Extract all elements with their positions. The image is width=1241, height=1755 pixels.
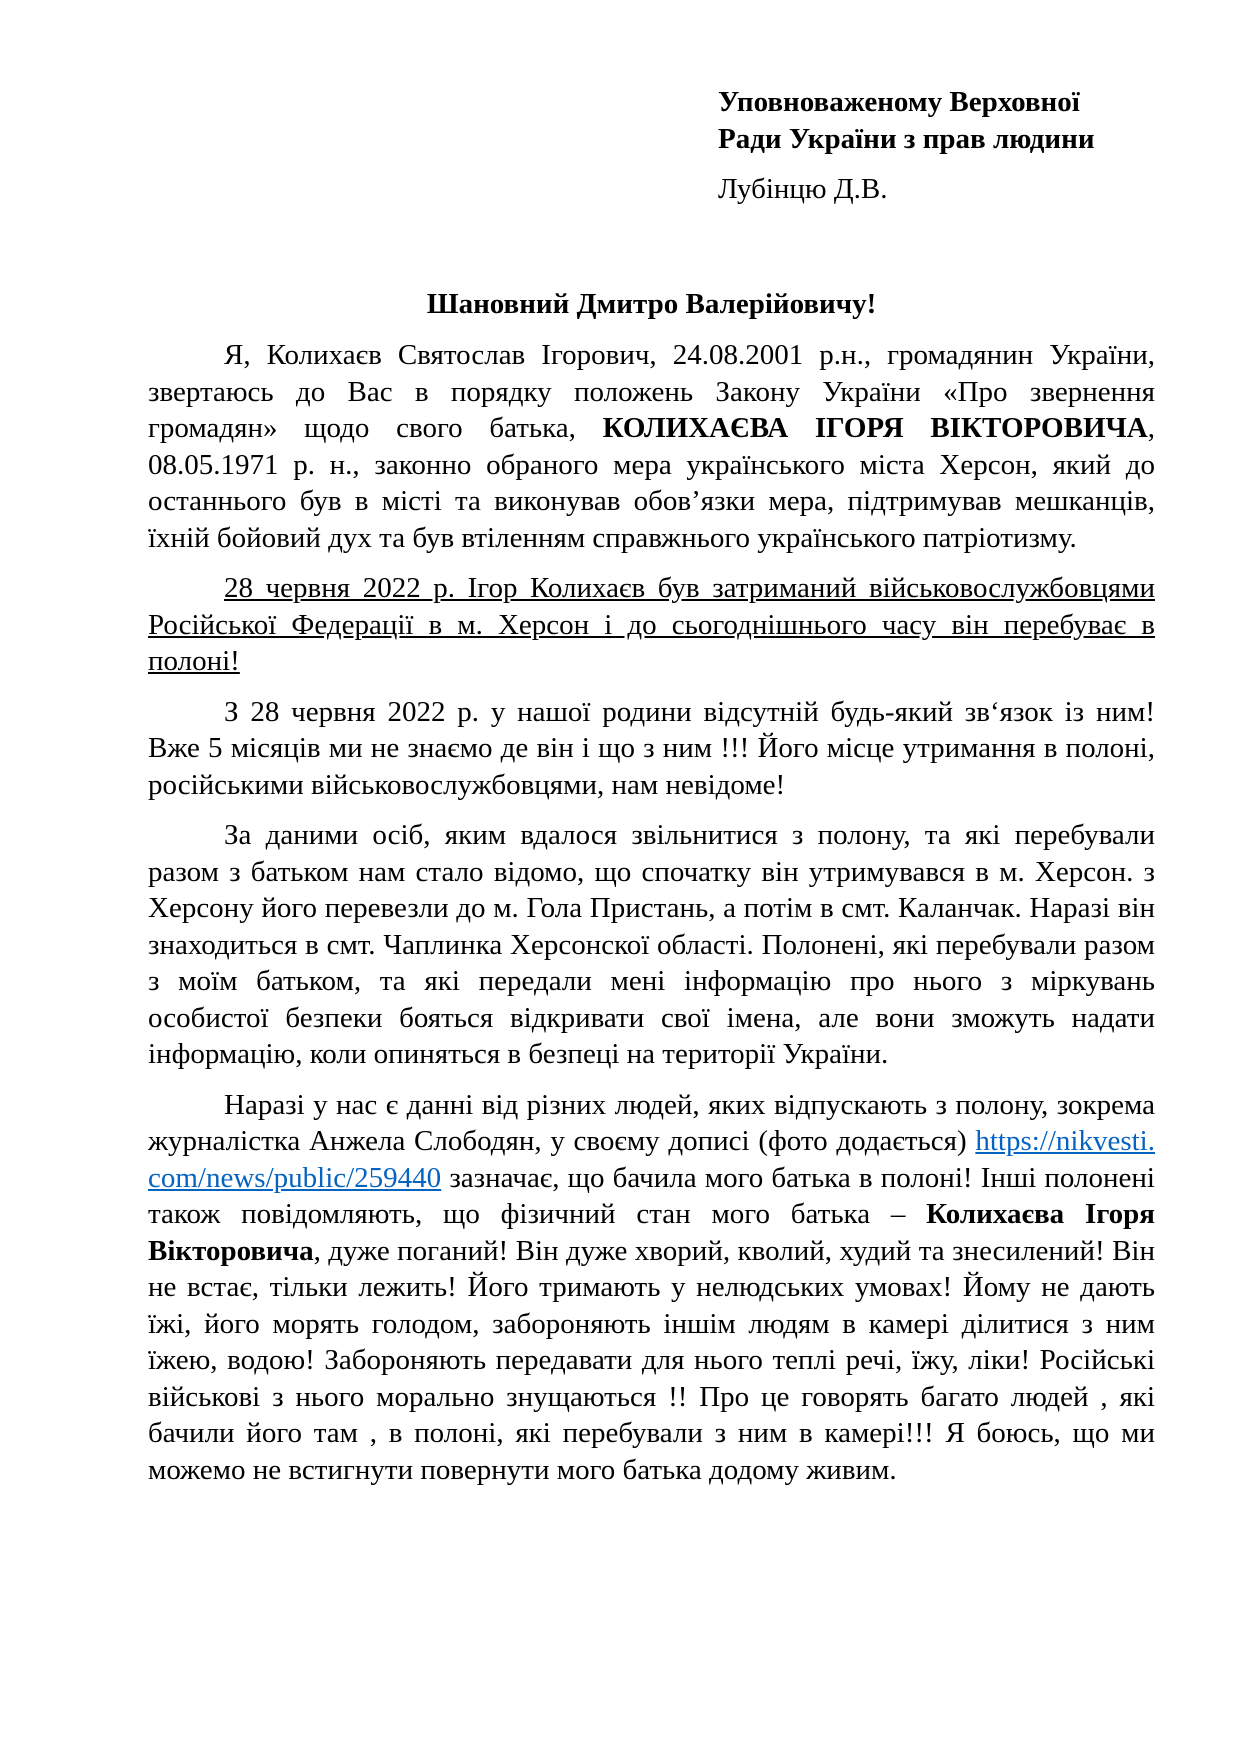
- paragraph-introduction-text-post: , 08.05.1971 р. н., законно обраного мера українського міста Херсон, який до останнього був в місті та виконував обов’язки мера, підтримував мешканців, їхній бойовий дух та був втіленням справжнього українського патріотизму.: [148, 412, 1155, 554]
- salutation: Шановний Дмитро Валерійовичу!: [426, 288, 877, 320]
- paragraph-no-contact: З 28 червня 2022 р. у нашої родини відсутній будь-який зв‘язок із ним! Вже 5 місяців ми не знаємо де він і що з ним !!! Його місце утримання в полоні, російськими військовослужбовцями, нам невідоме!: [148, 695, 1155, 801]
- recipient-title-line1: Уповноваженому Верховної: [718, 86, 1080, 118]
- paragraph-conditions: [148, 1087, 1155, 1489]
- recipient-name: Лубінцю Д.В.: [718, 173, 888, 205]
- paragraph-conditions-text-post: , дуже поганий! Він дуже хворий, кволий, худий та знесилений! Він не встає, тільки лежить! Його тримають у нелюдських умовах! Йому не дають їжі, його морять голодом, забороняють іншім людям в камері ділитися з ним їжею, водою! Забороняють передавати для нього теплі речі, їжу, ліки! Російські військові з нього морально знущаються !! Про це говорять багато людей , які бачили його там , в полоні, які перебували з ним в камері!!! Я боюсь, що ми можемо не встигнути повернути мого батька додому живим.: [148, 1234, 1155, 1486]
- paragraph-introduction-text-pre: Я, Колихаєв Святослав Ігорович, 24.08.2001 р.н., громадянин України, звертаюсь до Вас в порядку положень Закону України «Про звернення громадян» щодо свого батька,: [148, 339, 1155, 444]
- paragraph-captivity-locations: За даними осіб, яким вдалося звільнитися з полону, та які перебували разом з батьком нам стало відомо, що спочатку він утримувався в м. Херсон. з Херсону його перевезли до м. Гола Пристань, а потім в смт. Каланчак. Наразі він знаходиться в смт. Чаплинка Херсонскої області. Полонені, які перебували разом з моїм батьком, та які передали мені інформацію про нього з міркувань особистої безпеки бояться відкривати свої імена, але вони зможуть надати інформацію, коли опиняться в безпеці на території України.: [148, 819, 1155, 1070]
- recipient-block: [718, 84, 1155, 208]
- paragraph-introduction: [148, 337, 1155, 556]
- paragraph-conditions-text-mid: зазначає, що бачила мого батька в полоні! Інші полонені також повідомляють, що фізичний стан мого батька –: [148, 1161, 1155, 1230]
- recipient-title-line2: Ради України з прав людини: [718, 123, 1095, 155]
- father-name-bold: Колихаєва Ігоря Вікторовича: [148, 1198, 1155, 1267]
- father-name-caps: КОЛИХАЄВА ІГОРЯ ВІКТОРОВИЧА: [602, 412, 1148, 444]
- nikvesti-article-link[interactable]: https://nikvesti.com/news/public/259440: [148, 1125, 1155, 1194]
- paragraph-detention: [148, 570, 1155, 680]
- paragraph-conditions-text-pre: Наразі у нас є данні від різних людей, яких відпускають з полону, зокрема журналістка Анжела Слободян, у своєму дописі (фото додається): [148, 1088, 1155, 1157]
- paragraph-detention-underlined-text: 28 червня 2022 р. Ігор Колихаєв був затриманий військовослужбовцями Російської Федерації в м. Херсон і до сьогоднішнього часу він перебуває в полоні!: [148, 572, 1155, 677]
